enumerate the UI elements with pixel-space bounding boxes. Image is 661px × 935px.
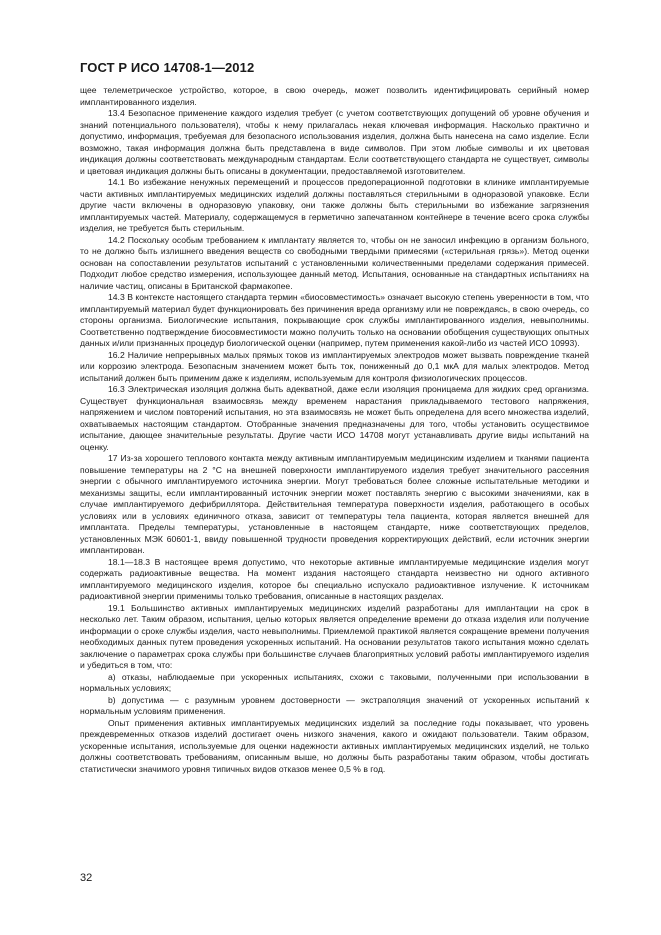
paragraph-19-1: 19.1 Большинство активных имплантируемых медицинских изделий разработаны для имплантации на срок в несколько лет. Таким образом, испытания, целью которых является определение времени до отказа изделия или получение информации о сроке службы изделия, часто невыполнимы. Приемлемой практикой является сокращение времени получения необходимых данных путем проведения ускоренных испытаний. На основании результатов такого испытания можно сделать заключение о параметрах срока службы при большинстве случаев благоприятных условий работы имплантируемого изделия и убедиться в том, что:: [80, 602, 589, 670]
paragraph-continuation: щее телеметрическое устройство, которое, в свою очередь, может позволить идентифицировать серийный номер имплантированного изделия.: [80, 85, 589, 107]
paragraph-13-4: 13.4 Безопасное применение каждого изделия требует (с учетом соответствующих допущений об уровне обучения и знаний потенциального пользователя), чтобы к нему прилагалась некая ключевая информация. Насколько практично и допустимо, информация, требуемая для безопасного использования изделия, должна быть нанесена на само изделие. Если возможно, такая информация должна быть представлена в виде символов. При этом любые символы и их цветовая индикация должны соответствовать международным стандартам. Если соответствующего стандарта не существует, символы и цветовая индикация должны быть описаны в документации, предоставляемой изготовителем.: [80, 108, 589, 176]
paragraph-14-3: 14.3 В контексте настоящего стандарта термин «биосовместимость» означает высокую степень уверенности в том, что имплантируемый материал будет функционировать без причинения вреда организму или не повреждаясь, в свою очередь, со стороны организма. Биологические испытания, покрывающие срок службы имплантированного изделия, невыполнимы. Соответственно подтверждение биосовместимости можно получить только на основании обобщения существующих опытных данных и/или признанных процедур биологической оценки (например, путем применения какой-либо из частей ИСО 10993).: [80, 292, 589, 348]
paragraph-16-2: 16.2 Наличие непрерывных малых прямых токов из имплантируемых электродов может вызвать повреждение тканей или коррозию электрода. Безопасным значением может быть ток, пониженный до 0,1 мкА для малых электродов. Метод испытаний должен быть применим даже к изделиям, используемым для контроля физиологических процессов.: [80, 349, 589, 383]
list-item-a: a) отказы, наблюдаемые при ускоренных испытаниях, схожи с таковыми, полученными при использовании в нормальных условиях;: [80, 671, 589, 693]
paragraph-16-3: 16.3 Электрическая изоляция должна быть адекватной, даже если изоляция проницаема для жидких сред организма. Существует функциональная взаимосвязь между временем нарастания прикладываемого тестового напряжения, напряжением и числом повторений испытания, но эта взаимосвязь не может быть определена для всего множества изделий, охватываемых настоящим стандартом. Отобранные значения предназначены для того, чтобы установить осуществимое испытание, дающее значительные результаты. Другие части ИСО 14708 могут устанавливать другие виды испытаний на оценку.: [80, 384, 589, 452]
paragraph-experience: Опыт применения активных имплантируемых медицинских изделий за последние годы показывает, что уровень преждевременных отказов изделий достигает очень низкого значения, какого и ожидают пользователи. Таким образом, ускоренные испытания, используемые для оценки надежности активных имплантируемых медицинских изделий, не только должны соответствовать требованиям, описанным выше, но должны быть разработаны таким образом, чтобы достигать статистически значимого уровня типичных видов отказов менее 0,5 % в год.: [80, 717, 589, 774]
paragraph-18-1-18-3: 18.1—18.3 В настоящее время допустимо, что некоторые активные имплантируемые медицинские изделия могут содержать радиоактивные вещества. На момент издания настоящего стандарта неизвестно ни одного активного имплантируемого медицинского изделия, которое бы специально испускало радиоактивное излучение. К источникам радиоактивной энергии применимы только требования, описанные в настоящих разделах.: [80, 556, 589, 601]
paragraph-14-1: 14.1 Во избежание ненужных перемещений и процессов предоперационной подготовки в клинике имплантируемые части активных имплантируемых медицинских изделий должны поставляться стерильными в одноразовой упаковке. Если другие части включены в одноразовую упаковку, они также должны быть стерильными во избежание загрязнения имплантируемых частей. Материалу, содержащемуся в герметично запечатанном контейнере в течение всего срока службы изделия, не требуется быть стерильным.: [80, 177, 589, 233]
document-header: ГОСТ Р ИСО 14708-1—2012: [80, 60, 255, 75]
list-item-b: b) допустима — с разумным уровнем достоверности — экстраполяция значений от ускоренных испытаний к нормальным условиям применения.: [80, 694, 589, 716]
document-body: [80, 85, 589, 775]
paragraph-14-2: 14.2 Поскольку особым требованием к имплантату является то, чтобы он не заносил инфекцию в организм больного, то не должно быть излишнего введения веществ со свободными твердыми примесями («стерильная грязь»). Метод оценки основан на сопоставлении результатов испытаний с установленными количественными пределами содержания примесей. Подходит любое средство измерения, использующее данный метод. Испытания, основанные на стандартных испытаниях на наличие частиц, описаны в Британской фармакопее.: [80, 234, 589, 291]
page-number: 32: [80, 872, 93, 884]
paragraph-17: 17 Из-за хорошего теплового контакта между активным имплантируемым медицинским изделием и тканями пациента повышение температуры на 2 °С на внешней поверхности имплантируемого изделия требует значительного рассеяния энергии с обычного имплантируемого источника энергии. Могут требоваться более сложные испытательные методики и механизмы защиты, если имплантированный источник энергии может поставлять энергию с высокими значениями, как в случае имплантируемого дефибриллятора. Действительная температура поверхности изделия, работающего в особых условиях или в условиях единичного отказа, зависит от температуры тела пациента, которая является внешней для имплантата. Пределы температуры, установленные в настоящем стандарте, ниже соответствующих пределов, установленных МЭК 60601-1, ввиду повышенной трудности проведения корректирующих действий, если источник энергии имплантирован.: [80, 453, 589, 555]
